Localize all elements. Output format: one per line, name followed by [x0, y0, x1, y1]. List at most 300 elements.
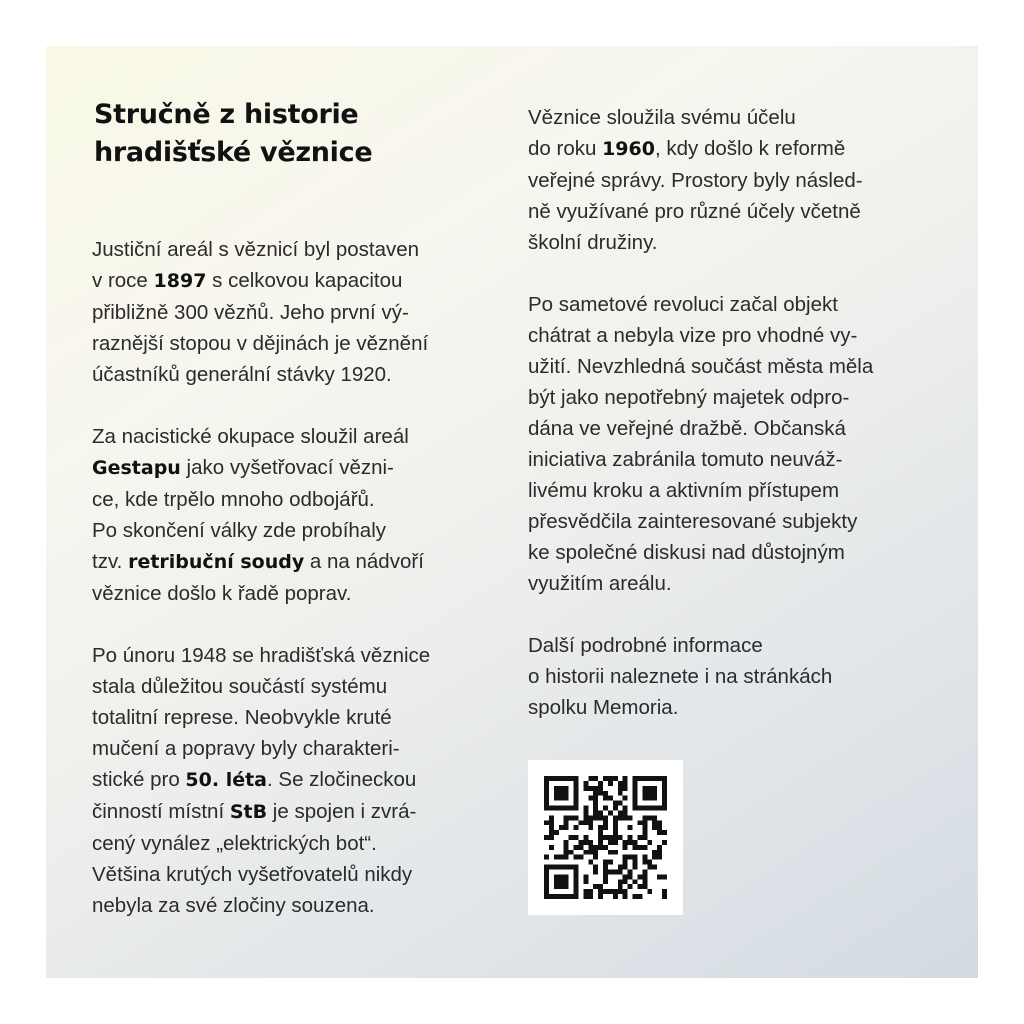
qr-module [564, 786, 569, 791]
qr-module [583, 806, 588, 811]
qr-module [603, 865, 608, 870]
qr-module [564, 865, 569, 870]
qr-module [593, 865, 598, 870]
qr-module [642, 860, 647, 865]
qr-module [633, 781, 638, 786]
qr-module [569, 894, 574, 899]
qr-module [569, 815, 574, 820]
qr-module [647, 815, 652, 820]
text-line: přibližně 300 vězňů. Jeho první vý- [92, 301, 409, 324]
qr-module [554, 855, 559, 860]
qr-module [613, 889, 618, 894]
qr-module [642, 879, 647, 884]
qr-module [603, 889, 608, 894]
text-span: . Se zločineckou [267, 768, 417, 791]
qr-module [544, 865, 549, 870]
qr-module [574, 835, 579, 840]
right-column [528, 102, 938, 723]
text-line: Po únoru 1948 se hradišťská věznice [92, 644, 431, 667]
text-line: ně využívané pro různé účely včetně [528, 200, 861, 223]
qr-module [583, 879, 588, 884]
qr-module [647, 840, 652, 845]
qr-module [633, 879, 638, 884]
qr-module [652, 825, 657, 830]
qr-module [637, 845, 642, 850]
paragraph-1960 [528, 102, 938, 258]
qr-module [618, 865, 623, 870]
qr-module [544, 820, 549, 825]
qr-module [657, 776, 662, 781]
qr-module [603, 820, 608, 825]
qr-module [574, 776, 579, 781]
qr-module [588, 815, 593, 820]
qr-module [642, 796, 647, 801]
qr-module [637, 776, 642, 781]
qr-module [554, 776, 559, 781]
qr-module [623, 865, 628, 870]
qr-module [603, 791, 608, 796]
qr-module [608, 860, 613, 865]
qr-module [652, 815, 657, 820]
text-line: cený vynález „elektrických bot“. [92, 832, 377, 855]
qr-module [637, 820, 642, 825]
qr-module [559, 874, 564, 879]
qr-module [574, 815, 579, 820]
qr-module [593, 791, 598, 796]
text-line: být jako nepotřebný majetek odpro- [528, 386, 850, 409]
qr-code-icon[interactable] [528, 760, 683, 915]
text-span: s celkovou kapacitou [206, 269, 403, 292]
qr-module [647, 776, 652, 781]
text-span: stické pro [92, 768, 186, 791]
qr-module [583, 820, 588, 825]
qr-module [564, 806, 569, 811]
qr-module [583, 815, 588, 820]
text-span: činností místní [92, 800, 230, 823]
qr-module [613, 825, 618, 830]
qr-module [608, 810, 613, 815]
qr-module [593, 806, 598, 811]
qr-module [549, 776, 554, 781]
qr-module [593, 869, 598, 874]
paragraph-velvet-revolution [528, 289, 938, 599]
qr-module [564, 894, 569, 899]
qr-module [574, 884, 579, 889]
qr-module [593, 786, 598, 791]
qr-module [628, 855, 633, 860]
text-line: Po skončení války zde probíhaly [92, 519, 386, 542]
title-line-1: Stručně z historie [94, 99, 359, 130]
qr-module [613, 835, 618, 840]
qr-module [593, 850, 598, 855]
qr-module [662, 830, 667, 835]
qr-module [642, 884, 647, 889]
qr-module [593, 796, 598, 801]
text-line: užití. Nevzhledná součást města měla [528, 355, 874, 378]
qr-module [613, 894, 618, 899]
qr-module [544, 879, 549, 884]
qr-module [554, 874, 559, 879]
text-span: a na nádvoří [304, 550, 424, 573]
text-line [92, 546, 492, 578]
text-line [92, 452, 492, 484]
qr-module [647, 791, 652, 796]
qr-module [642, 855, 647, 860]
qr-module [633, 894, 638, 899]
qr-module [642, 869, 647, 874]
qr-module [623, 810, 628, 815]
qr-module [662, 874, 667, 879]
qr-module [618, 815, 623, 820]
qr-module [574, 894, 579, 899]
text-line [92, 764, 492, 796]
qr-module [598, 791, 603, 796]
qr-module [583, 889, 588, 894]
qr-module [623, 796, 628, 801]
qr-module [598, 810, 603, 815]
qr-module [574, 796, 579, 801]
qr-module [544, 835, 549, 840]
qr-module [574, 786, 579, 791]
qr-module [633, 796, 638, 801]
qr-module [559, 894, 564, 899]
qr-module [647, 860, 652, 865]
qr-module [647, 806, 652, 811]
qr-module [559, 796, 564, 801]
qr-module [633, 845, 638, 850]
qr-module [652, 776, 657, 781]
qr-module [588, 820, 593, 825]
text-line: Věznice sloužila svému účelu [528, 106, 796, 129]
qr-module [559, 855, 564, 860]
qr-module [652, 865, 657, 870]
qr-module [613, 806, 618, 811]
qr-module [652, 791, 657, 796]
text-line: Další podrobné informace [528, 634, 763, 657]
qr-module [628, 815, 633, 820]
qr-module [657, 874, 662, 879]
qr-module [544, 855, 549, 860]
qr-module [583, 835, 588, 840]
text-line: veřejné správy. Prostory byly násled- [528, 169, 863, 192]
qr-module [623, 855, 628, 860]
qr-module [593, 801, 598, 806]
text-line: ke společné diskusi nad důstojným [528, 541, 845, 564]
qr-module [637, 806, 642, 811]
qr-module [588, 796, 593, 801]
qr-module [618, 786, 623, 791]
qr-module [574, 781, 579, 786]
qr-module [574, 791, 579, 796]
text-span: , kdy došlo k reformě [654, 137, 846, 160]
qr-module [598, 889, 603, 894]
qr-module [662, 776, 667, 781]
qr-module [608, 781, 613, 786]
qr-module [574, 879, 579, 884]
qr-module [628, 874, 633, 879]
qr-module [554, 830, 559, 835]
text-line: školní družiny. [528, 231, 658, 254]
qr-module [618, 889, 623, 894]
text-line: stala důležitou součástí systému [92, 675, 388, 698]
qr-module [578, 855, 583, 860]
qr-module [588, 840, 593, 845]
qr-module [583, 840, 588, 845]
text-line: ce, kde trpělo mnoho odbojářů. [92, 488, 375, 511]
qr-module [633, 801, 638, 806]
qr-module [603, 869, 608, 874]
qr-module [628, 840, 633, 845]
qr-module [642, 820, 647, 825]
qr-module [633, 860, 638, 865]
qr-module [657, 806, 662, 811]
text-line: dána ve veřejné dražbě. Občanská [528, 417, 846, 440]
qr-module [564, 776, 569, 781]
retribution-courts-bold: retribuční soudy [128, 551, 305, 573]
qr-module [647, 889, 652, 894]
qr-module [633, 865, 638, 870]
text-line: totalitní represe. Neobvykle kruté [92, 706, 392, 729]
qr-module [603, 806, 608, 811]
qr-module [633, 840, 638, 845]
qr-module [603, 845, 608, 850]
qr-module [662, 889, 667, 894]
qr-module [628, 835, 633, 840]
qr-module [574, 889, 579, 894]
qr-code-graphic [544, 776, 667, 899]
qr-module [623, 786, 628, 791]
qr-module [559, 884, 564, 889]
qr-module [569, 776, 574, 781]
qr-module [662, 840, 667, 845]
qr-module [574, 869, 579, 874]
qr-module [598, 894, 603, 899]
qr-module [554, 894, 559, 899]
qr-module [598, 781, 603, 786]
qr-module [549, 894, 554, 899]
qr-module [642, 815, 647, 820]
qr-module [657, 820, 662, 825]
qr-module [618, 879, 623, 884]
qr-module [637, 894, 642, 899]
qr-module [637, 884, 642, 889]
title-line-2: hradišťské věznice [94, 137, 373, 168]
qr-module [564, 884, 569, 889]
text-line: využitím areálu. [528, 572, 672, 595]
qr-module [544, 894, 549, 899]
qr-module [569, 806, 574, 811]
qr-module [618, 835, 623, 840]
qr-module [642, 791, 647, 796]
qr-module [642, 874, 647, 879]
qr-module [554, 884, 559, 889]
text-line [528, 133, 938, 165]
qr-module [633, 855, 638, 860]
qr-module [662, 806, 667, 811]
qr-module [593, 845, 598, 850]
qr-module [549, 806, 554, 811]
paragraph-communist-era [92, 640, 492, 921]
qr-module [574, 845, 579, 850]
qr-module [637, 835, 642, 840]
qr-module [628, 884, 633, 889]
qr-module [598, 884, 603, 889]
text-line: Po sametové revoluci začal objekt [528, 293, 838, 316]
qr-module [544, 781, 549, 786]
text-line: věznice došlo k řadě poprav. [92, 582, 352, 605]
qr-module [652, 786, 657, 791]
qr-module [603, 879, 608, 884]
qr-module [657, 850, 662, 855]
qr-module [623, 845, 628, 850]
qr-module [608, 835, 613, 840]
qr-module [623, 815, 628, 820]
qr-module [559, 786, 564, 791]
qr-module [647, 865, 652, 870]
qr-module [598, 835, 603, 840]
year-1897-bold: 1897 [153, 270, 207, 292]
paragraph-construction [92, 234, 492, 390]
qr-module [623, 874, 628, 879]
qr-module [633, 806, 638, 811]
qr-module [569, 835, 574, 840]
qr-module [613, 820, 618, 825]
page-title [94, 96, 492, 172]
qr-module [583, 874, 588, 879]
qr-module [662, 894, 667, 899]
qr-module [633, 786, 638, 791]
history-panel [46, 46, 978, 978]
qr-module [588, 825, 593, 830]
qr-module [549, 865, 554, 870]
qr-module [564, 874, 569, 879]
qr-module [549, 815, 554, 820]
qr-module [544, 806, 549, 811]
qr-module [588, 850, 593, 855]
qr-module [569, 865, 574, 870]
year-1960-bold: 1960 [602, 138, 655, 160]
qr-module [603, 776, 608, 781]
qr-module [559, 791, 564, 796]
qr-module [652, 796, 657, 801]
qr-module [657, 830, 662, 835]
text-span: v roce [92, 269, 154, 292]
qr-module [598, 840, 603, 845]
qr-module [564, 845, 569, 850]
qr-module [583, 781, 588, 786]
qr-module [544, 889, 549, 894]
text-line: o historii naleznete i na stránkách [528, 665, 833, 688]
qr-module [608, 776, 613, 781]
qr-module [647, 786, 652, 791]
qr-module [598, 825, 603, 830]
qr-module [608, 850, 613, 855]
qr-module [628, 869, 633, 874]
qr-module [564, 879, 569, 884]
qr-module [603, 874, 608, 879]
paragraph-occupation [92, 421, 492, 609]
qr-module [593, 815, 598, 820]
qr-module [554, 879, 559, 884]
text-span: do roku [528, 137, 603, 160]
qr-module [603, 860, 608, 865]
qr-module [662, 801, 667, 806]
text-line: účastníků generální stávky 1920. [92, 363, 392, 386]
qr-module [544, 796, 549, 801]
qr-module [647, 796, 652, 801]
qr-module [623, 776, 628, 781]
qr-module [559, 806, 564, 811]
text-line [92, 796, 492, 828]
qr-module [578, 845, 583, 850]
qr-module [554, 796, 559, 801]
qr-module [598, 830, 603, 835]
qr-module [642, 845, 647, 850]
qr-module [662, 781, 667, 786]
qr-module [652, 806, 657, 811]
qr-module [544, 884, 549, 889]
qr-module [623, 879, 628, 884]
qr-module [554, 791, 559, 796]
qr-module [544, 869, 549, 874]
qr-module [564, 855, 569, 860]
qr-module [583, 786, 588, 791]
qr-module [549, 835, 554, 840]
text-span: tzv. [92, 550, 129, 573]
qr-module [618, 781, 623, 786]
qr-module [544, 776, 549, 781]
qr-module [593, 855, 598, 860]
qr-module [642, 825, 647, 830]
qr-module [642, 786, 647, 791]
qr-module [623, 781, 628, 786]
qr-module [657, 855, 662, 860]
text-line [92, 265, 492, 297]
qr-module [559, 879, 564, 884]
qr-module [628, 825, 633, 830]
qr-module [588, 776, 593, 781]
qr-module [603, 796, 608, 801]
qr-module [559, 776, 564, 781]
left-column [92, 96, 492, 921]
qr-module [623, 860, 628, 865]
qr-module [564, 840, 569, 845]
qr-module [662, 791, 667, 796]
qr-module [652, 850, 657, 855]
qr-module [588, 889, 593, 894]
text-span: je spojen i zvrá- [267, 800, 417, 823]
qr-module [569, 850, 574, 855]
qr-module [608, 869, 613, 874]
qr-module [642, 776, 647, 781]
qr-module [657, 845, 662, 850]
qr-module [593, 884, 598, 889]
qr-module [613, 869, 618, 874]
qr-module [657, 825, 662, 830]
qr-module [613, 801, 618, 806]
text-line: iniciativa zabránila tomuto neuváž- [528, 448, 843, 471]
qr-module [559, 865, 564, 870]
qr-module [564, 820, 569, 825]
qr-module [588, 860, 593, 865]
qr-module [623, 840, 628, 845]
qr-module [603, 835, 608, 840]
qr-module [574, 806, 579, 811]
qr-module [583, 894, 588, 899]
qr-module [633, 791, 638, 796]
qr-module [613, 830, 618, 835]
qr-module [598, 845, 603, 850]
